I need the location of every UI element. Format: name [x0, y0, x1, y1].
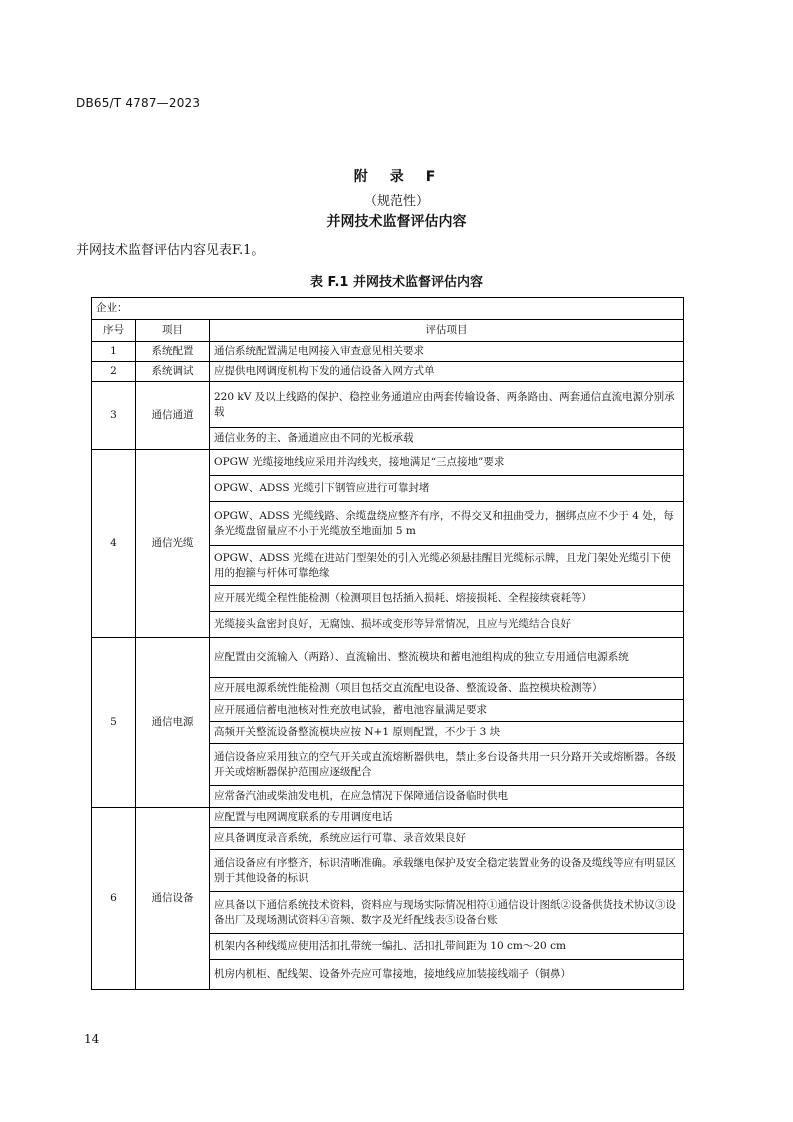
table-row	[92, 362, 684, 382]
evaluation-item: 高频开关整流设备整流模块应按 N+1 原则配置，不少于 3 块	[210, 722, 684, 744]
row-number: 4	[92, 450, 136, 638]
header-items: 评估项目	[210, 320, 684, 342]
row-project: 通信设备	[136, 808, 210, 990]
table-body	[92, 342, 684, 990]
evaluation-item: 机房内机柜、配线架、设备外壳应可靠接地，接地线应加装接线端子（铜鼻）	[210, 960, 684, 990]
evaluation-item: OPGW、ADSS 光缆线路、余缆盘绕应整齐有序，不得交叉和扭曲受力，捆绑点应不少于 4 处，每条光缆盘留量应不小于光缆放至地面加 5 m	[210, 502, 684, 546]
evaluation-item: 应开展电源系统性能检测（项目包括交直流配电设备、整流设备、监控模块检测等）	[210, 678, 684, 700]
evaluation-item: 应开展光缆全程性能检测（检测项目包括插入损耗、熔接损耗、全程接续衰耗等）	[210, 586, 684, 612]
evaluation-item: 应具备调度录音系统，系统应运行可靠、录音效果良好	[210, 828, 684, 850]
appendix-label: 附 录 F	[353, 169, 440, 185]
table-row	[92, 638, 684, 678]
evaluation-item: 220 kV 及以上线路的保护、稳控业务通道应由两套传输设备、两条路由、两套通信直流电源分别承载	[210, 382, 684, 428]
table-row	[92, 342, 684, 362]
evaluation-item: OPGW 光缆接地线应采用并沟线夹，接地满足“三点接地”要求	[210, 450, 684, 476]
evaluation-item: 光缆接头盒密封良好，无腐蚀、损坏或变形等异常情况，且应与光缆结合良好	[210, 612, 684, 638]
standard-code: DB65/T 4787—2023	[76, 96, 201, 110]
evaluation-item: 应提供电网调度机构下发的通信设备入网方式单	[210, 362, 684, 382]
row-project: 系统调试	[136, 362, 210, 382]
header-no: 序号	[92, 320, 136, 342]
row-project: 通信光缆	[136, 450, 210, 638]
evaluation-item: 通信系统配置满足电网接入审查意见相关要求	[210, 342, 684, 362]
page-number: 14	[84, 1032, 100, 1046]
evaluation-item: OPGW、ADSS 光缆在进站门型架处的引入光缆必须悬挂醒目光缆标示牌，且龙门架处光缆引下使用的抱箍与杆体可靠绝缘	[210, 546, 684, 586]
appendix-type: （规范性）	[363, 194, 429, 209]
row-project: 通信电源	[136, 638, 210, 808]
header-project: 项目	[136, 320, 210, 342]
row-project: 系统配置	[136, 342, 210, 362]
table-row	[92, 450, 684, 476]
evaluation-item: 应开展通信蓄电池核对性充放电试验，蓄电池容量满足要求	[210, 700, 684, 722]
table-title: 表 F.1 并网技术监督评估内容	[309, 275, 483, 290]
row-number: 5	[92, 638, 136, 808]
row-number: 2	[92, 362, 136, 382]
table-row	[92, 382, 684, 428]
appendix-title: 并网技术监督评估内容	[326, 214, 467, 230]
evaluation-item: OPGW、ADSS 光缆引下钢管应进行可靠封堵	[210, 476, 684, 502]
evaluation-item: 应常备汽油或柴油发电机，在应急情况下保障通信设备临时供电	[210, 786, 684, 808]
row-project: 通信通道	[136, 382, 210, 450]
intro-paragraph: 并网技术监督评估内容见表F.1。	[76, 243, 265, 258]
evaluation-item: 通信设备应有序整齐，标识清晰准确。承载继电保护及安全稳定装置业务的设备及缆线等应有明显区别于其他设备的标识	[210, 850, 684, 892]
evaluation-item: 应配置由交流输入（两路）、直流输出、整流模块和蓄电池组构成的独立专用通信电源系统	[210, 638, 684, 678]
evaluation-item: 应配置与电网调度联系的专用调度电话	[210, 808, 684, 828]
row-number: 3	[92, 382, 136, 450]
evaluation-item: 通信业务的主、备通道应由不同的光板承载	[210, 428, 684, 450]
company-cell: 企业：	[92, 298, 684, 320]
evaluation-item: 应具备以下通信系统技术资料，资料应与现场实际情况相符①通信设计图纸②设备供货技术协议③设备出厂及现场测试资料④音频、数字及光纤配线表⑤设备台账	[210, 892, 684, 934]
evaluation-item: 通信设备应采用独立的空气开关或直流熔断器供电，禁止多台设备共用一只分路开关或熔断器。各级开关或熔断器保护范围应逐级配合	[210, 744, 684, 786]
row-number: 1	[92, 342, 136, 362]
evaluation-item: 机架内各种线缆应使用活扣扎带统一编扎、活扣扎带间距为 10 cm～20 cm	[210, 934, 684, 960]
table-row	[92, 808, 684, 828]
evaluation-table	[91, 297, 684, 990]
row-number: 6	[92, 808, 136, 990]
